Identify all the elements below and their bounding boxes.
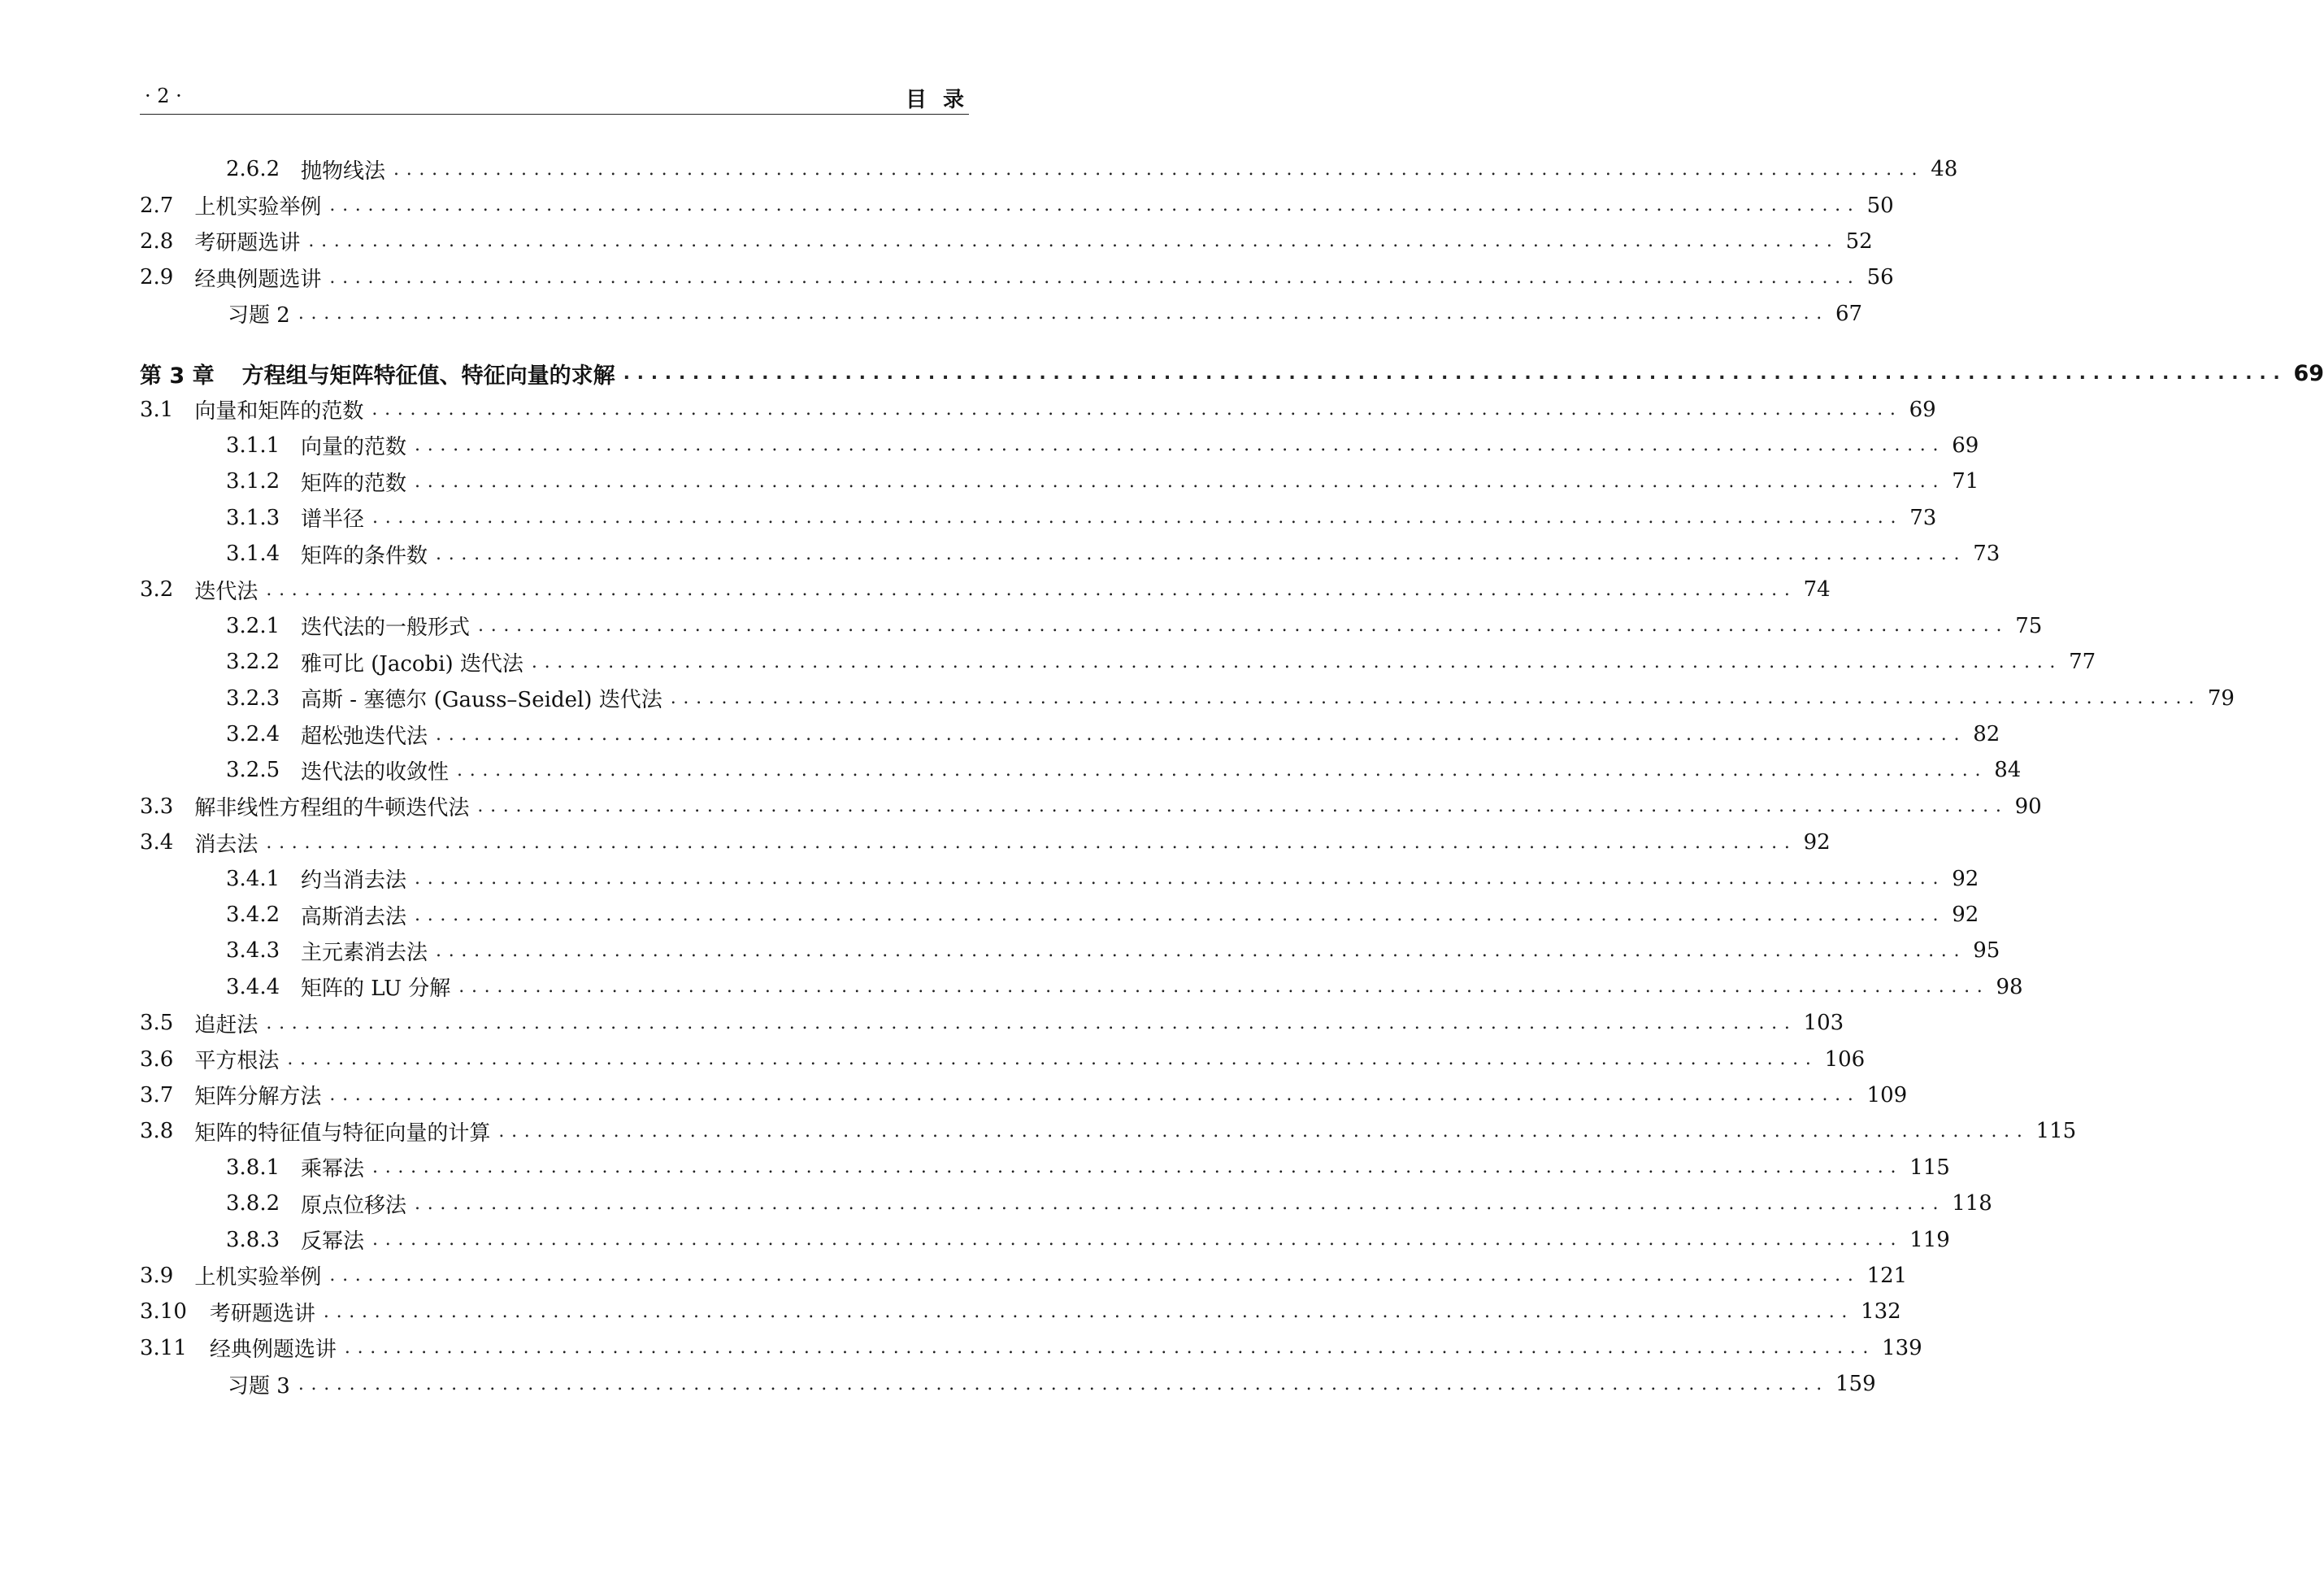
toc-entry-title: 矩阵的条件数 xyxy=(301,543,428,568)
toc-entry-title: 迭代法的收敛性 xyxy=(301,759,450,785)
toc-entry[interactable] xyxy=(140,1077,1908,1113)
toc-entry-title: 向量和矩阵的范数 xyxy=(194,399,364,424)
toc-entry[interactable] xyxy=(140,860,1979,896)
toc-entry-number: 3.2.1 xyxy=(226,613,280,638)
toc-entry-page: 56 xyxy=(1866,265,1894,290)
toc-entry[interactable] xyxy=(140,1294,1901,1329)
toc-entry-number: 3.4.4 xyxy=(226,974,280,999)
toc-entry-page: 82 xyxy=(1973,722,2000,747)
toc-entry-number: 第 3 章 xyxy=(140,363,215,389)
dot-leader: ........................................................................................................................ xyxy=(436,940,1967,961)
toc-entry-number: 3.8.2 xyxy=(226,1191,280,1216)
toc-entry[interactable] xyxy=(140,969,2023,1005)
chapter-gap xyxy=(140,332,969,355)
dot-leader: ........................................................................................................................ xyxy=(266,579,1797,600)
toc-entry-page: 75 xyxy=(2015,613,2043,638)
toc-entry[interactable] xyxy=(140,933,2000,968)
toc-entry-number: 3.8.1 xyxy=(226,1155,280,1180)
toc-entry-number: 3.4.2 xyxy=(226,903,280,927)
toc-entry-page: 74 xyxy=(1803,577,1831,603)
toc-entry-page: 115 xyxy=(2035,1119,2077,1144)
toc-entry-page: 52 xyxy=(1845,228,1873,254)
toc-entry[interactable] xyxy=(140,1221,1950,1257)
toc-entry-number: 3.8.3 xyxy=(226,1227,280,1252)
toc-entry-title: 抛物线法 xyxy=(301,159,386,184)
toc-entry-page: 159 xyxy=(1835,1372,1876,1397)
toc-entry-number: 3.5 xyxy=(140,1011,174,1036)
toc-entry[interactable] xyxy=(140,536,2000,572)
toc-entry[interactable] xyxy=(140,463,1979,499)
toc-entry-title: 矩阵分解方法 xyxy=(194,1085,322,1110)
toc-entry[interactable] xyxy=(140,1258,1908,1294)
toc-entry-number: 3.9 xyxy=(140,1263,174,1288)
toc-entry-number: 3.2.2 xyxy=(226,650,280,675)
toc-entry-page: 119 xyxy=(1909,1227,1950,1252)
toc-entry[interactable] xyxy=(140,259,1894,295)
dot-leader: ........................................................................................................................ xyxy=(266,832,1797,853)
toc-entry-title: 超松弛迭代法 xyxy=(301,724,428,749)
dot-leader: ........................................................................................................................ xyxy=(415,435,1946,456)
toc-entry[interactable] xyxy=(140,1186,1992,1221)
toc-entry[interactable] xyxy=(140,500,1937,536)
toc-entry-title: 雅可比 (Jacobi) 迭代法 xyxy=(301,651,523,677)
dot-leader: ........................................................................................................................ xyxy=(415,471,1946,492)
toc-entry-title: 乘幂法 xyxy=(301,1157,365,1182)
toc-entry[interactable] xyxy=(140,752,2022,788)
dot-leader: ........................................................................................................................ xyxy=(329,267,1861,288)
toc-entry[interactable] xyxy=(140,1366,1876,1402)
dot-leader: ........................................................................................................................ xyxy=(415,904,1946,925)
toc-entry-number: 3.4.3 xyxy=(226,938,280,964)
toc-entry-number: 3.11 xyxy=(140,1335,187,1360)
toc-entry-page: 69 xyxy=(1952,433,1979,458)
toc-entry-title: 矩阵的 LU 分解 xyxy=(301,977,451,1002)
toc-entry[interactable] xyxy=(140,572,1831,607)
dot-leader: ........................................................................................................................ xyxy=(477,796,2009,817)
toc-entry[interactable] xyxy=(140,187,1894,223)
page-number: · 2 · xyxy=(145,85,182,107)
toc-entry-title: 经典例题选讲 xyxy=(209,1338,337,1363)
dot-leader: ........................................................................................................................ xyxy=(298,1373,1829,1394)
dot-leader: ........................................................................................................................ xyxy=(308,231,1840,252)
toc-entry-page: 84 xyxy=(1994,758,2022,783)
toc-entry-title: 考研题选讲 xyxy=(194,231,301,256)
toc-entry[interactable] xyxy=(140,391,1936,427)
toc-entry-page: 69 xyxy=(2293,360,2324,386)
toc-entry-page: 71 xyxy=(1952,469,1979,494)
toc-entry-page: 92 xyxy=(1803,830,1831,855)
dot-leader: ........................................................................................................................ xyxy=(323,1301,1855,1322)
toc-entry[interactable] xyxy=(140,608,2043,644)
dot-leader: ........................................................................................................................ xyxy=(415,868,1946,890)
toc-entry-page: 79 xyxy=(2207,685,2235,711)
toc-entry[interactable] xyxy=(140,680,2235,716)
dot-leader: ........................................................................................................................ xyxy=(371,399,1903,420)
toc-entry-title: 上机实验举例 xyxy=(194,195,322,220)
toc-entry-page: 118 xyxy=(1952,1191,1992,1216)
dot-leader: ........................................................................................................................ xyxy=(372,1157,1904,1178)
toc-entry-page: 92 xyxy=(1952,866,1979,891)
toc-entry-page: 92 xyxy=(1952,903,1979,927)
toc-entry[interactable] xyxy=(140,897,1979,933)
toc-entry-number: 3.10 xyxy=(140,1299,187,1325)
toc-entry-title: 追赶法 xyxy=(194,1012,258,1038)
toc-entry[interactable] xyxy=(140,1150,1950,1186)
toc-entry-page: 90 xyxy=(2014,794,2042,819)
dot-leader: ........................................................................................................................ xyxy=(670,688,2201,709)
dot-leader: ........................................................................................................................ xyxy=(329,1085,1861,1106)
toc-entry-title: 迭代法 xyxy=(194,579,258,604)
page-title: 目录 xyxy=(905,88,980,112)
toc-entry-page: 73 xyxy=(1909,505,1937,530)
toc-entry-number: 3.2.5 xyxy=(226,758,280,783)
toc-entry-page: 139 xyxy=(1882,1335,1922,1360)
toc-entry[interactable] xyxy=(140,151,1958,187)
dot-leader: ........................................................................................................................ xyxy=(498,1120,2030,1142)
toc-entry-page: 103 xyxy=(1803,1011,1844,1036)
dot-leader: ........................................................................................................................ xyxy=(436,724,1967,745)
toc-entry[interactable] xyxy=(140,296,1863,332)
toc-entry-page: 106 xyxy=(1824,1046,1866,1072)
toc-entry-title: 上机实验举例 xyxy=(194,1265,322,1290)
toc-entry-number: 3.7 xyxy=(140,1082,174,1107)
toc-entry-number: 3.2 xyxy=(140,577,174,603)
toc-entry-number: 3.6 xyxy=(140,1046,174,1072)
toc-entry-page: 115 xyxy=(1909,1155,1950,1180)
dot-leader: ........................................................................................................................ xyxy=(344,1338,1876,1359)
toc-entry-page: 73 xyxy=(1973,542,2000,567)
toc-entry[interactable] xyxy=(140,1330,1922,1366)
toc-entry-number: 3.2.4 xyxy=(226,722,280,747)
dot-leader: ........................................................................................................................ xyxy=(436,543,1967,564)
toc-entry-number: 3.4.1 xyxy=(226,866,280,891)
dot-leader: ........................................................................................................................ xyxy=(329,195,1861,216)
toc-entry-title: 解非线性方程组的牛顿迭代法 xyxy=(194,796,470,821)
toc-entry-title: 高斯消去法 xyxy=(301,904,407,929)
toc-entry-number: 3.1.1 xyxy=(226,433,280,458)
toc-entry-title: 矩阵的范数 xyxy=(301,471,407,496)
toc-entry-title: 向量的范数 xyxy=(301,435,407,460)
dot-leader: ........................................................................................................................ xyxy=(266,1012,1797,1033)
page-header xyxy=(140,81,980,115)
toc-entry-title: 迭代法的一般形式 xyxy=(301,616,471,641)
toc-entry[interactable] xyxy=(140,1005,1844,1041)
dot-leader: ........................................................................................................................ xyxy=(457,759,1988,781)
dot-leader: ........................................................................................................................ xyxy=(458,977,1990,998)
dot-leader: ........................................................................................................................ xyxy=(298,303,1829,324)
toc-entry-title: 考研题选讲 xyxy=(209,1301,315,1326)
toc-entry-number: 3.3 xyxy=(140,794,174,819)
toc-entry-title: 反幂法 xyxy=(301,1229,365,1255)
toc-entry-number: 3.1 xyxy=(140,397,174,422)
toc-entry-page: 69 xyxy=(1909,397,1936,422)
toc-entry-title: 矩阵的特征值与特征向量的计算 xyxy=(194,1120,491,1146)
toc-entry-title: 习题 3 xyxy=(228,1373,290,1399)
toc-entry-title: 消去法 xyxy=(194,832,258,857)
toc-entry-title: 习题 2 xyxy=(228,303,290,328)
toc-entry[interactable] xyxy=(140,716,2000,752)
toc-entry[interactable] xyxy=(140,824,1831,860)
table-of-contents xyxy=(140,151,2324,1402)
toc-entry-number: 3.8 xyxy=(140,1119,174,1144)
toc-entry-number: 2.6.2 xyxy=(226,157,280,182)
toc-entry-title: 经典例题选讲 xyxy=(194,267,322,292)
toc-entry-title: 平方根法 xyxy=(194,1049,280,1074)
toc-entry[interactable] xyxy=(140,644,2096,680)
dot-leader: ........................................................................................................................ xyxy=(372,1229,1904,1251)
toc-entry[interactable] xyxy=(140,224,1873,259)
dot-leader: ........................................................................................................................ xyxy=(478,616,2009,637)
toc-entry-number: 3.1.3 xyxy=(226,505,280,530)
toc-entry-number: 2.9 xyxy=(140,265,174,290)
dot-leader: ........................................................................................................................ xyxy=(372,507,1904,529)
dot-leader: ........................................................................................................................ xyxy=(415,1193,1946,1214)
toc-chapter-entry[interactable] xyxy=(140,355,2324,391)
toc-entry-title: 高斯 - 塞德尔 (Gauss–Seidel) 迭代法 xyxy=(301,688,662,713)
toc-entry-title: 谱半径 xyxy=(301,507,365,533)
toc-entry-number: 2.8 xyxy=(140,228,174,254)
dot-leader: ........................................................................................................................ xyxy=(287,1049,1818,1070)
dot-leader: ........................................................................................................................ xyxy=(329,1265,1861,1286)
toc-entry-title: 主元素消去法 xyxy=(301,940,428,965)
toc-entry-page: 109 xyxy=(1866,1082,1908,1107)
toc-entry-page: 98 xyxy=(1996,974,2023,999)
toc-entry-title: 方程组与矩阵特征值、特征向量的求解 xyxy=(241,363,615,389)
dot-leader: ........................................................................................................................ xyxy=(531,651,2063,672)
toc-entry-number: 3.1.2 xyxy=(226,469,280,494)
toc-entry-page: 77 xyxy=(2069,650,2096,675)
toc-entry-page: 67 xyxy=(1835,301,1863,326)
toc-entry-number: 3.4 xyxy=(140,830,174,855)
toc-entry-number: 2.7 xyxy=(140,193,174,218)
toc-entry[interactable] xyxy=(140,789,2042,824)
toc-entry-title: 原点位移法 xyxy=(301,1193,407,1218)
toc-entry-page: 95 xyxy=(1973,938,2000,964)
toc-entry-page: 48 xyxy=(1931,157,1958,182)
toc-entry-number: 3.2.3 xyxy=(226,685,280,711)
toc-entry-page: 121 xyxy=(1866,1263,1908,1288)
toc-entry-page: 50 xyxy=(1866,193,1894,218)
toc-entry[interactable] xyxy=(140,1113,2077,1149)
dot-leader: ........................................................................................................................ xyxy=(393,159,1925,180)
toc-entry[interactable] xyxy=(140,428,1979,463)
toc-entry-number: 3.1.4 xyxy=(226,542,280,567)
toc-entry[interactable] xyxy=(140,1041,1866,1077)
toc-entry-page: 132 xyxy=(1861,1299,1901,1325)
dot-leader: ........................................................................................................................ xyxy=(623,363,2287,384)
toc-entry-title: 约当消去法 xyxy=(301,868,407,894)
